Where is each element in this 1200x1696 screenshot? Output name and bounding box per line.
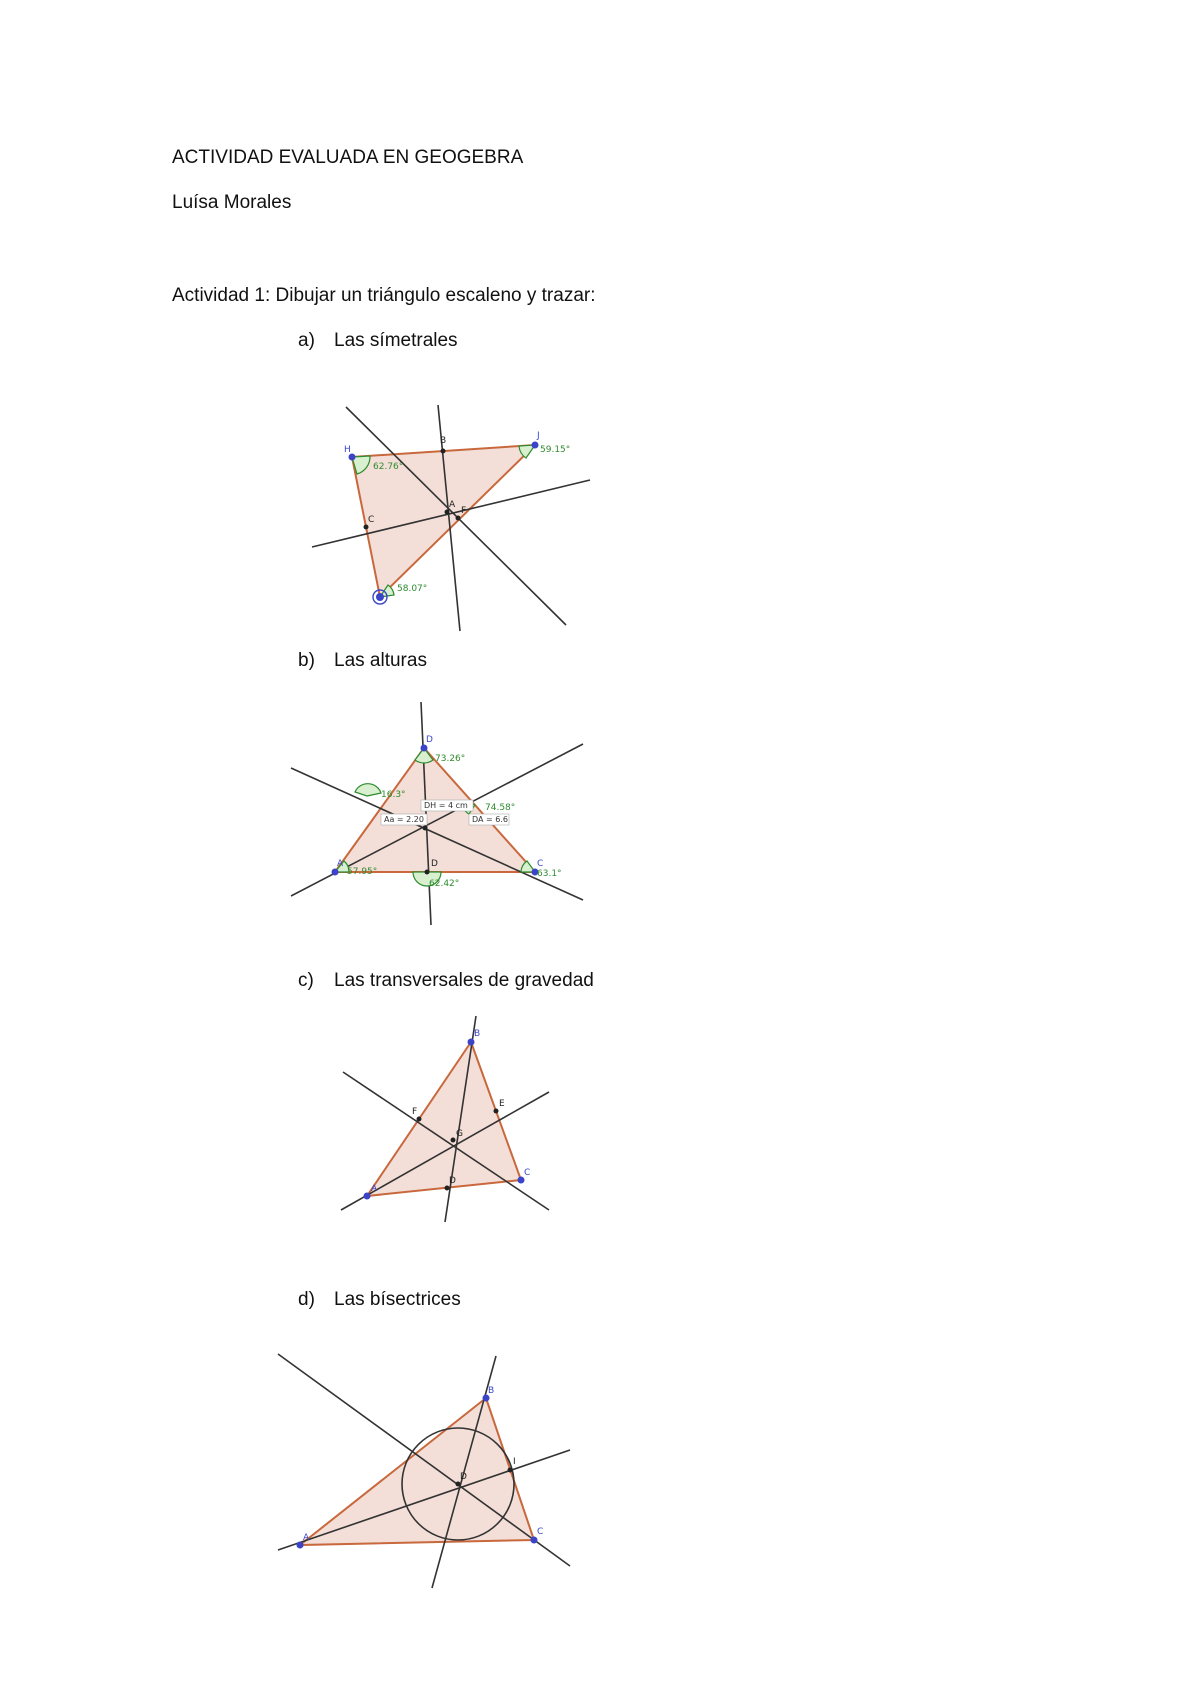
angle-text-mid-left: 16.3° [381,790,406,800]
label-left: A [337,859,344,869]
angle-text-mid-right: 74.58° [485,803,516,813]
point-a [445,510,450,515]
label-a: A [303,1533,310,1543]
angle-text-right: 63.1° [537,869,562,879]
angle-text-h: 62.76° [373,462,404,472]
point-orthocenter [423,826,428,831]
label-d: D [460,1472,467,1482]
point-f [417,1117,422,1122]
label-f: F [412,1107,418,1117]
figure-simetrales [300,395,600,635]
point-d [445,1186,450,1191]
value-text-left: Aa = 2.20 [384,815,424,824]
list-item-b [298,649,427,673]
point-b [441,449,446,454]
figure-transversales [335,1010,555,1225]
point-c [531,1537,538,1544]
point-top [421,745,428,752]
author-name: Luísa Morales [172,192,292,213]
figure-bisectrices [270,1350,580,1590]
label-d: D [449,1176,456,1186]
point-a [364,1193,371,1200]
point-bottom [376,593,384,601]
activity-heading: Actividad 1: Dibujar un triángulo escaleno y trazar: [172,285,596,306]
label-f: F [461,506,467,516]
label-c: C [537,1527,544,1537]
angle-text-left: 57.95° [347,867,378,877]
point-left [332,869,339,876]
point-foot [425,870,430,875]
point-f [456,516,461,521]
angle-marker-mid-left [355,784,381,796]
angle-text-bottom: 62.42° [429,879,460,889]
label-top: D [426,735,433,745]
label-a: A [449,500,456,510]
label-a: A [371,1184,378,1194]
label-b: B [474,1029,481,1039]
label-b: B [488,1386,495,1396]
list-item-text: Las símetrales [334,330,458,351]
point-g [451,1138,456,1143]
value-text-center: DH = 4 cm [424,801,468,810]
list-item-letter: c) [298,970,314,991]
document-title: ACTIVIDAD EVALUADA EN GEOGEBRA [172,147,524,168]
value-text-right: DA = 6.6 [472,815,509,824]
point-d [456,1482,461,1487]
list-item-letter: a) [298,330,315,351]
angle-text-bottom: 58.07° [397,584,428,594]
list-item-letter: b) [298,650,315,671]
angle-text-top: 73.26° [435,754,466,764]
list-item-letter: d) [298,1289,315,1310]
point-j [532,442,539,449]
label-b: B [440,436,447,446]
label-j: J [537,431,540,441]
point-i [508,1468,513,1473]
list-item-d [298,1288,461,1312]
list-item-a [298,329,458,353]
list-item-c [298,969,594,993]
label-g: G [456,1129,463,1139]
list-item-text: Las alturas [334,650,427,671]
label-i: I [513,1457,516,1467]
point-c [364,525,369,530]
label-h: H [344,445,351,455]
label-c: C [524,1168,531,1178]
label-c: C [368,515,375,525]
angle-text-j: 59.15° [540,445,571,455]
triangle-shape [367,1042,521,1196]
label-bottom: D [431,859,438,869]
list-item-text: Las transversales de gravedad [334,970,594,991]
point-e [494,1109,499,1114]
label-right: C [537,859,544,869]
label-e: E [499,1099,505,1109]
list-item-text: Las bísectrices [334,1289,461,1310]
figure-alturas [285,700,595,930]
point-b [468,1039,475,1046]
